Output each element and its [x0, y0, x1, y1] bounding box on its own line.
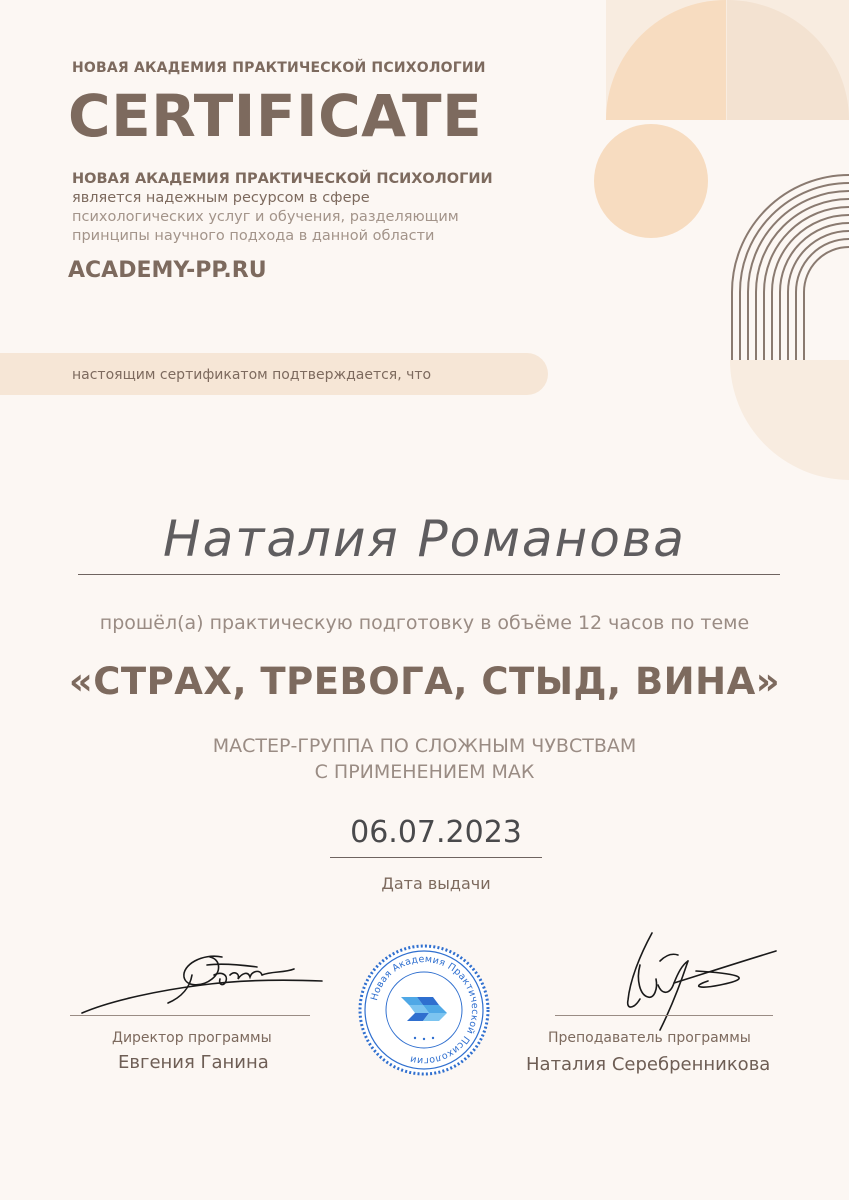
deco-arch-lines: [732, 175, 849, 360]
org-name: НОВАЯ АКАДЕМИЯ ПРАКТИЧЕСКОЙ ПСИХОЛОГИИ: [72, 60, 486, 76]
director-name: Евгения Ганина: [118, 1052, 269, 1073]
subtitle-line-2: С ПРИМЕНЕНИЕМ МАК: [314, 761, 535, 783]
seal-text: Новая Академия Практической Психологии: [368, 953, 481, 1067]
director-signature-icon: [72, 945, 332, 1020]
date-underline: [330, 857, 542, 858]
deco-bottom-quarter: [730, 360, 849, 480]
director-role: Директор программы: [112, 1030, 272, 1046]
website-link[interactable]: ACADEMY-PP.RU: [68, 258, 267, 283]
org-description: [72, 170, 493, 246]
certificate-title: CERTIFICATE: [68, 82, 483, 150]
issue-date: 06.07.2023: [350, 815, 522, 850]
course-subtitle: [0, 733, 849, 785]
description-line-3: психологических услуг и обучения, разделяющим: [72, 209, 459, 225]
issue-date-label: Дата выдачи: [381, 874, 491, 893]
subtitle-line-1: МАСТЕР-ГРУППА ПО СЛОЖНЫМ ЧУВСТВАМ: [212, 735, 637, 757]
recipient-name: Наталия Романова: [163, 510, 686, 568]
description-line-2: является надежным ресурсом в сфере: [72, 190, 370, 206]
description-line-4: принципы научного подхода в данной области: [72, 228, 435, 244]
teacher-signature-line: [555, 1015, 773, 1016]
teacher-name: Наталия Серебренникова: [526, 1054, 771, 1075]
completion-text: прошёл(а) практическую подготовку в объёме 12 часов по теме: [99, 612, 750, 634]
name-underline: [78, 574, 780, 575]
director-signature-line: [70, 1015, 310, 1016]
confirm-text: настоящим сертификатом подтверждается, что: [72, 367, 432, 383]
teacher-signature-icon: [600, 925, 790, 1035]
teacher-role: Преподаватель программы: [548, 1030, 751, 1046]
course-topic: «СТРАХ, ТРЕВОГА, СТЫД, ВИНА»: [68, 660, 781, 703]
description-line-1: НОВАЯ АКАДЕМИЯ ПРАКТИЧЕСКОЙ ПСИХОЛОГИИ: [72, 171, 493, 187]
deco-peach-circle: [594, 124, 708, 238]
academy-seal-icon: [357, 943, 491, 1077]
